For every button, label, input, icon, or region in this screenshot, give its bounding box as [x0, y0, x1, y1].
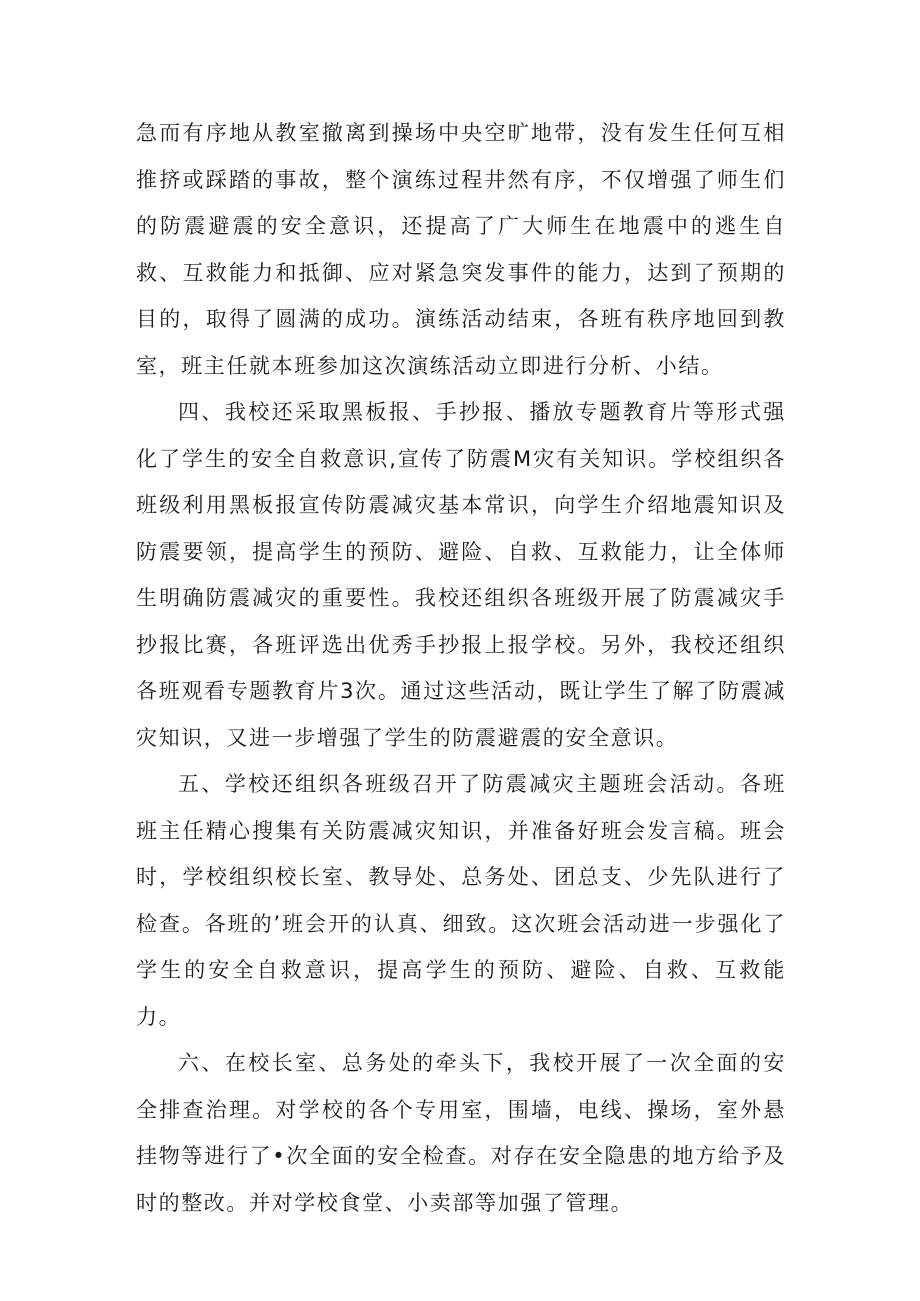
paragraph-four-publicity: 四、我校还采取黑板报、手抄报、播放专题教育片等形式强化了学生的安全自救意识,宣传了防震M灾有关知识。学校组织各班级利用黑板报宣传防震减灾基本常识，向学生介绍地震知识及防震要领，提高学生的预防、避险、自救、互救能力，让全体师生明确防震减灾的重要性。我校还组织各班级开展了防震减灾手抄报比赛，各班评选出优秀手抄报上报学校。另外，我校还组织各班观看专题教育片3次。通过这些活动，既让学生了解了防震减灾知识，又进一步增强了学生的防震避震的安全意识。	[136, 400, 786, 750]
paragraph-six-safety-inspection: 六、在校长室、总务处的牵头下，我校开展了一次全面的安全排查治理。对学校的各个专用室，围墙，电线、操场，室外悬挂物等进行了•次全面的安全检查。对存在安全隐患的地方给予及时的整改。并对学校食堂、小卖部等加强了管理。	[136, 1051, 786, 1215]
document-body	[136, 110, 786, 1226]
paragraph-drill-summary: 急而有序地从教室撤离到操场中央空旷地带，没有发生任何互相推挤或踩踏的事故，整个演练过程井然有序，不仅增强了师生们的防震避震的安全意识，还提高了广大师生在地震中的逃生自救、互救能力和抵御、应对紧急突发事件的能力，达到了预期的目的，取得了圆满的成功。演练活动结束，各班有秩序地回到教室，班主任就本班参加这次演练活动立即进行分析、小结。	[136, 121, 786, 378]
paragraph-five-class-meeting: 五、学校还组织各班级召开了防震减灾主题班会活动。各班班主任精心搜集有关防震减灾知识，并准备好班会发言稿。班会时，学校组织校长室、教导处、总务处、团总支、少先队进行了检查。各班的’班会开的认真、细致。这次班会活动进一步强化了学生的安全自救意识，提高学生的预防、避险、自救、互救能力。	[136, 772, 786, 1029]
